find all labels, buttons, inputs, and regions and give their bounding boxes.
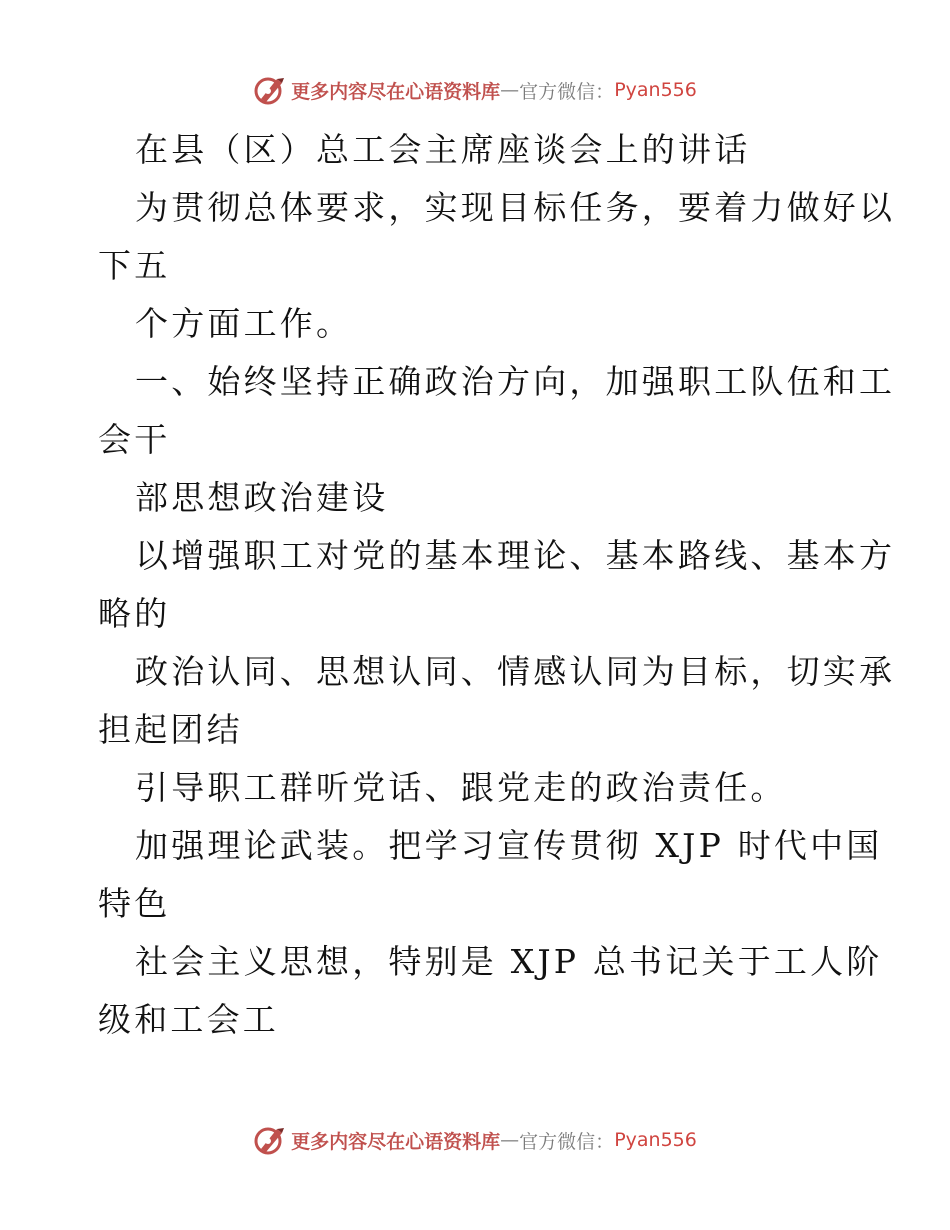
paragraph-line: 略的 bbox=[98, 594, 171, 633]
paragraph-line: 担起团结 bbox=[98, 710, 243, 749]
section-heading-line: 一、始终坚持正确政治方向，加强职工队伍和工 bbox=[135, 362, 896, 401]
watermark-wechat-label: 官方微信： bbox=[519, 1130, 615, 1153]
paragraph-line: 为贯彻总体要求，实现目标任务，要着力做好以 bbox=[135, 188, 896, 227]
paragraph-line: 加强理论武装。把学习宣传贯彻 XJP 时代中国 bbox=[135, 826, 883, 865]
paragraph-line: 级和工会工 bbox=[98, 1000, 279, 1039]
paragraph-line: 社会主义思想，特别是 XJP 总书记关于工人阶 bbox=[135, 942, 883, 981]
paragraph-line: 政治认同、思想认同、情感认同为目标，切实承 bbox=[135, 652, 896, 691]
paragraph-line: 下五 bbox=[98, 246, 171, 285]
watermark-main-text: 更多内容尽在心语资料库 bbox=[291, 80, 501, 103]
watermark-separator: — bbox=[500, 1129, 520, 1151]
watermark-separator: — bbox=[500, 79, 520, 101]
paragraph-line: 特色 bbox=[98, 884, 171, 923]
pen-logo-icon bbox=[253, 1123, 287, 1157]
section-heading-line: 会干 bbox=[98, 420, 171, 459]
watermark-footer bbox=[0, 1120, 950, 1160]
paragraph-line: 引导职工群听党话、跟党走的政治责任。 bbox=[135, 768, 787, 807]
paragraph-line: 个方面工作。 bbox=[135, 304, 353, 343]
watermark-wechat-id: Pyan556 bbox=[614, 79, 697, 101]
document-title: 在县（区）总工会主席座谈会上的讲话 bbox=[135, 130, 751, 169]
section-heading-line: 部思想政治建设 bbox=[135, 478, 389, 517]
paragraph-line: 以增强职工对党的基本理论、基本路线、基本方 bbox=[135, 536, 896, 575]
watermark-header bbox=[0, 70, 950, 110]
pen-logo-icon bbox=[253, 73, 287, 107]
watermark-wechat-id: Pyan556 bbox=[614, 1129, 697, 1151]
watermark-main-text: 更多内容尽在心语资料库 bbox=[291, 1130, 501, 1153]
watermark-wechat-label: 官方微信： bbox=[519, 80, 615, 103]
